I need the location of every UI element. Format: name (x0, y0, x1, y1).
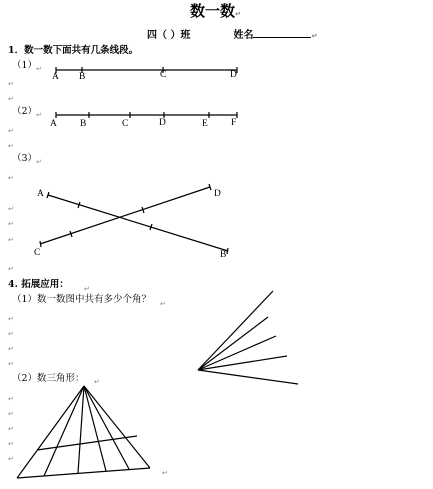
seg3-point-a: A (37, 189, 44, 199)
segment-figure-1 (56, 67, 237, 73)
seg2-point-a: A (50, 119, 57, 129)
question-4-heading: 4. 拓展应用： (8, 279, 69, 290)
seg3-line-cd (40, 187, 210, 244)
part-1-label: （1） (12, 60, 38, 71)
class-label: 四（ ）班 (147, 30, 191, 41)
segment-figure-2 (56, 112, 237, 118)
seg3-tick-c (40, 241, 41, 247)
seg3-line-ab (48, 195, 228, 251)
fan-ray-4 (198, 356, 287, 370)
seg1-point-c: C (160, 70, 167, 80)
q4-part-1: （1）数一数图中共有多少个角？ (12, 294, 152, 305)
seg1-point-d: D (230, 70, 237, 80)
segment-figure-3 (40, 184, 228, 254)
seg2-point-b: B (80, 119, 87, 129)
triangle-figure (17, 386, 150, 478)
part-2-label: （2） (12, 106, 38, 117)
triangle-cevian-4 (84, 386, 129, 469)
class-name-line: 四（ ）班 姓名 ↵ (147, 30, 318, 41)
seg2-point-c: C (122, 119, 129, 129)
triangle-cevian-1 (44, 386, 84, 476)
triangle-side-left (17, 386, 84, 478)
question-1-heading: 1．数一数下面共有几条线段。 (8, 45, 139, 56)
page-title: 数一数↵ (190, 2, 241, 20)
triangle-base (17, 468, 150, 478)
triangle-side-right (84, 386, 150, 468)
name-label: 姓名 (233, 30, 254, 41)
part-3-label: （3） (12, 153, 38, 164)
seg3-point-d: D (214, 189, 221, 199)
triangle-cevian-2 (78, 386, 84, 473)
seg3-point-b: B (220, 250, 227, 260)
seg2-point-f: F (231, 118, 237, 128)
q4-part-2: （2）数三角形： (12, 373, 85, 384)
triangle-crossbar (37, 436, 137, 450)
seg1-point-a: A (52, 72, 59, 82)
seg1-point-b: B (79, 72, 86, 82)
seg2-point-e: E (202, 119, 208, 129)
seg2-point-d: D (159, 118, 166, 128)
seg3-point-c: C (34, 248, 41, 258)
fan-ray-1 (198, 291, 273, 370)
angle-fan-figure (198, 291, 298, 384)
seg3-tick-b (227, 248, 228, 254)
fan-ray-5 (198, 370, 298, 384)
